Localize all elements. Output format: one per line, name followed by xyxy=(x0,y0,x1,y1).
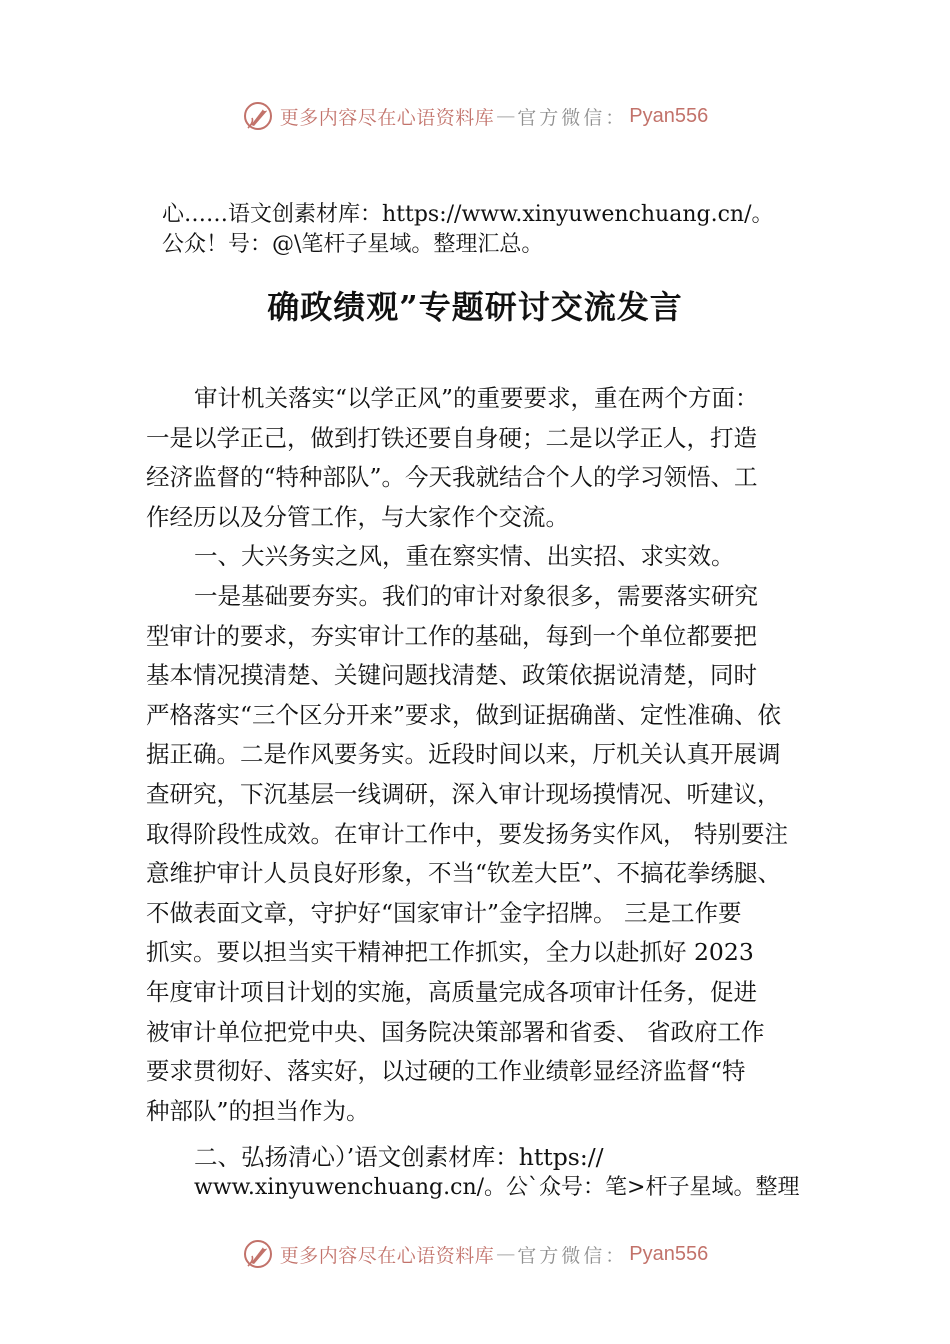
footer-wechat-id: Pyan556 xyxy=(629,1242,709,1265)
document-title: 确政绩观”专题研讨交流发言 xyxy=(267,288,683,326)
section-heading-2: 二、弘扬清心）’语文创素材库：https:// xyxy=(194,1143,604,1171)
paragraph-line: 种部队”的担当作为。 xyxy=(146,1096,370,1125)
footer-banner-separator: — xyxy=(496,1243,516,1265)
paragraph-line: 被审计单位把党中央、国务院决策部署和省委、 省政府工作 xyxy=(146,1017,765,1046)
paragraph-line: 年度审计项目计划的实施，高质量完成各项审计任务，促进 xyxy=(146,977,757,1006)
source-note-line-2: 公众！号：@\笔杆子星域。整理汇总。 xyxy=(162,232,544,257)
paragraph-line: 意维护审计人员良好形象，不当“钦差大臣”、不搞花拳绣腿、 xyxy=(146,859,782,888)
paragraph-line: 作经历以及分管工作，与大家作个交流。 xyxy=(146,502,569,531)
source-note-line-1: 心……语文创素材库：https://www.xinyuwenchuang.cn/。 xyxy=(162,202,774,227)
paragraph-line: 查研究，下沉基层一线调研，深入审计现场摸情况、听建议， xyxy=(146,779,781,808)
paragraph-line: 严格落实“三个区分开来”要求，做到证据确凿、定性准确、依 xyxy=(146,700,782,729)
paragraph-line: 不做表面文章，守护好“国家审计”金字招牌。 三是工作要 xyxy=(146,898,742,927)
header-banner-text: 更多内容尽在心语资料库 xyxy=(279,106,495,129)
section-heading-1: 一、大兴务实之风，重在察实情、出实招、求实效。 xyxy=(194,542,735,571)
paragraph-line: 取得阶段性成效。在审计工作中，要发扬务实作风， 特别要注 xyxy=(146,819,788,848)
paragraph-line: 抓实。要以担当实干精神把工作抓实，全力以赴抓好 2023 xyxy=(146,938,754,967)
quill-pen-logo-icon xyxy=(242,100,274,132)
header-wechat-id: Pyan556 xyxy=(629,104,709,127)
body-text xyxy=(146,379,836,1131)
footer-official-label: 官方微信： xyxy=(517,1244,628,1267)
paragraph-line: 一是基础要夯实。我们的审计对象很多，需要落实研究 xyxy=(194,581,758,610)
header-official-label: 官方微信： xyxy=(517,106,628,129)
paragraph-line: 审计机关落实“以学正风”的重要要求，重在两个方面： xyxy=(194,384,759,412)
source-note-inline: www.xinyuwenchuang.cn/。公`众号：笔>杆子星域。整理 xyxy=(194,1175,800,1200)
paragraph-line: 要求贯彻好、落实好，以过硬的工作业绩彰显经济监督“特 xyxy=(146,1057,746,1086)
paragraph-line: 基本情况摸清楚、关键问题找清楚、政策依据说清楚，同时 xyxy=(146,661,757,690)
paragraph-line: 型审计的要求，夯实审计工作的基础，每到一个单位都要把 xyxy=(146,621,757,650)
quill-pen-logo-icon xyxy=(242,1238,274,1270)
paragraph-line: 经济监督的“特种部队”。今天我就结合个人的学习领悟、工 xyxy=(146,463,758,492)
footer-banner xyxy=(0,1234,950,1274)
paragraph-line: 一是以学正己，做到打铁还要自身硬；二是以学正人，打造 xyxy=(146,423,757,452)
header-banner-separator: — xyxy=(496,105,516,127)
footer-banner-text: 更多内容尽在心语资料库 xyxy=(279,1244,495,1267)
header-banner xyxy=(0,96,950,136)
paragraph-line: 据正确。二是作风要务实。近段时间以来，厅机关认真开展调 xyxy=(146,740,781,769)
